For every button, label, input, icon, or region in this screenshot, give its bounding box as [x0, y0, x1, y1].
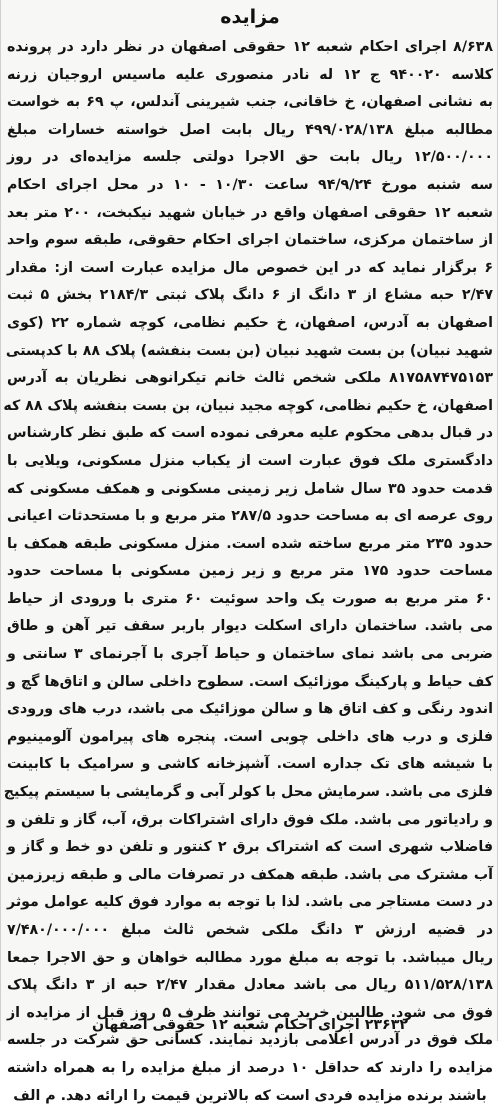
notice-line: شعبه ۱۲ حقوقی اصفهان واقع در خیابان شهید نیکبخت، ۲۰۰ متر بعد	[7, 204, 494, 221]
notice-line: ملک فوق در آدرس اعلامی بازدید نمایند. کسانی حق شرکت در جلسه	[7, 1032, 493, 1049]
notice-line: قدمت حدود ۳۵ سال شامل زیر زمینی مسکونی و همکف مسکونی که	[7, 480, 493, 497]
notice-line: ۸۱۷۵۸۷۴۷۵۱۵۳ ملکی شخص ثالث خانم تیکرانوهی نظریان به آدرس	[7, 370, 493, 387]
notice-line: مساحت حدود ۱۷۵ متر مربع و زیر زمین مسکونی با مساحت حدود	[7, 563, 493, 580]
notice-line: ضربی می باشد نمای ساختمان و حیاط آجری با آجرنمای ۳ سانتی و	[7, 646, 493, 663]
notice-line: از ساختمان مرکزی، ساختمان اجرای احکام حقوقی، طبقه سوم واحد	[7, 232, 493, 249]
notice-line: فوق می شود. طالبین خرید می توانند ظرف ۵ روز قبل از مزایده از	[7, 1004, 494, 1021]
notice-line: و رادیاتور می باشد. ملک فوق دارای اشتراکات برق، آب، گاز و تلفن و	[7, 811, 493, 828]
notice-line: فلزی و درب های داخلی چوبی است. پنجره های پیرامون آلومینیوم	[7, 728, 493, 745]
notice-line: روی عرصه ای به مساحت حدود ۲۸۷/۵ متر مربع و با مستحدثات اعیانی	[7, 508, 493, 525]
notice-line: ۲/۴۷ حبه مشاع از ۳ دانگ از ۶ دانگ پلاک ثبتی ۲۱۸۴/۳ بخش ۵ ثبت	[7, 287, 493, 304]
notice-line: مطالبه مبلغ ۴۹۹/۰۲۸/۱۳۸ ریال بابت اصل خواسته خسارات مبلغ	[7, 121, 494, 138]
notice-line: در قضیه ارزش ۳ دانگ ملکی شخص ثالث مبلغ ۷/۴۸۰/۰۰۰/۰۰۰	[7, 922, 493, 938]
notice-line: با شیشه های تک جداره است. آشپزخانه کاشی و سرامیک با کابینت	[7, 756, 493, 773]
notice-line: فاضلاب شهری است که اشتراک برق ۲ کنتور و تلفن دو خط و گاز و	[7, 839, 493, 856]
notice-line: کف حیاط و پارکینگ موزائیک است. سطوح داخلی سالن و اتاق‌ها گچ و	[7, 673, 493, 690]
notice-line: ریال میباشد. با توجه به مبلغ مورد مطالبه خواهان و حق الاجرا جمعا	[7, 949, 493, 966]
notice-line: فلزی می باشد. سرمایش محل با کولر آبی و گرمایشی با سیستم پیکیج	[3, 784, 493, 801]
notice-line: حدود ۲۳۵ متر مربع ساخته شده است. منزل مسکونی طبقه همکف با	[7, 535, 493, 552]
notice-line: اصفهان، خ حکیم نظامی، کوچه مجید نبیان، بن بست بنفشه پلاک ۸۸ که	[3, 397, 493, 414]
notice-line: ۱۲/۵۰۰/۰۰۰ ریال بابت حق الاجرا دولتی جلسه مزایده‌ای در روز	[7, 149, 493, 166]
notice-line: به نشانی اصفهان، خ خاقانی، جنب شیرینی آندلس، پ ۶۹ به خواست	[7, 94, 493, 111]
notice-line: در قبال بدهی محکوم علیه معرفی نموده است که طبق نظر کارشناس	[7, 425, 493, 442]
notice-line: اندود رنگی و کف اتاق ها و سالن موزائیک می باشد، درب های ورودی	[7, 701, 493, 718]
notice-body	[3, 34, 494, 1110]
notice-line: ۶ برگزار نماید که در این خصوص مال مزایده عبارت است از: مقدار	[7, 259, 493, 276]
notice-line: ۶۰ متر مربع به صورت یک واحد سوئیت ۶۰ متری با ورودی از حیاط	[7, 590, 494, 607]
notice-line: باشند برنده مزایده فردی است که بالاترین قیمت را ارائه دهد. م الف	[13, 1087, 487, 1104]
notice-title: مزایده	[220, 6, 280, 28]
notice-line: شهید نبیان) بن بست شهید نبیان (بن بست بنفشه) پلاک ۸۸ با کدپستی	[5, 342, 493, 359]
notice-line: در دست مستاجر می باشد. لذا با توجه به موارد فوق کلیه عوامل موثر	[7, 894, 493, 911]
notice-line: اصفهان به آدرس، اصفهان، خ حکیم نظامی، کوچه شماره ۲۲ (کوی	[7, 314, 494, 331]
notice-line: آب مشترک می باشد. طبقه همکف در تصرفات مالی و طبقه زیرزمین	[7, 866, 493, 883]
notice-line: ۸/۶۳۸ اجرای احکام شعبه ۱۲ حقوقی اصفهان در نظر دارد در پرونده	[7, 39, 493, 55]
notice-line: مزایده را دارند که حداقل ۱۰ درصد از مبلغ مزایده را به همراه داشته	[7, 1059, 493, 1076]
notice-signature: ۲۳۶۳۲ اجرای احکام شعبه ۱۲ حقوقی اصفهان	[91, 1017, 409, 1033]
notice-line: کلاسه ۹۴۰۰۲۰ ج ۱۲ له نادر منصوری علیه ماسیس اروجیان زرنه	[7, 66, 493, 83]
notice-line: ۵۱۱/۵۲۸/۱۳۸ ریال می باشد معادل مقدار ۲/۴۷ حبه از ۳ دانگ پلاک	[7, 977, 493, 994]
notice-line: دادگستری ملک فوق عبارت است از یکباب منزل مسکونی، ویلایی با	[7, 452, 493, 469]
notice-line: سه شنبه مورخ ۹۴/۹/۲۴ ساعت ۱۰/۳۰ - ۱۰ در محل اجرای احکام	[7, 176, 493, 193]
notice-line: می باشد. ساختمان دارای اسکلت دیوار باربر سقف تیر آهن و طاق	[7, 618, 493, 635]
